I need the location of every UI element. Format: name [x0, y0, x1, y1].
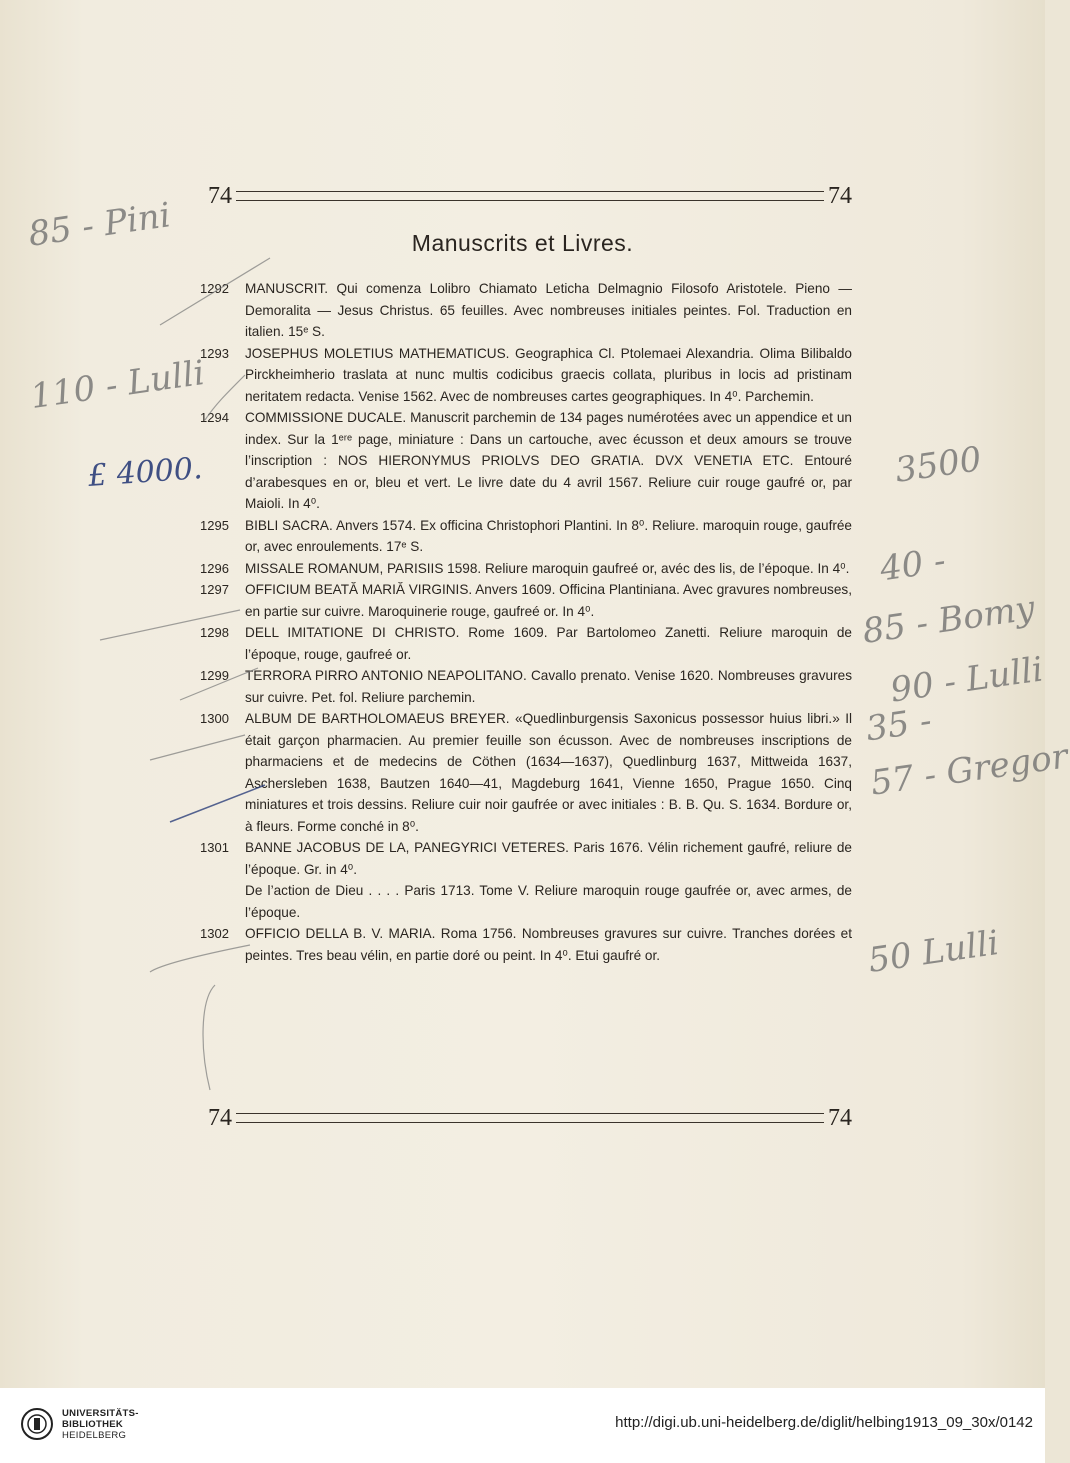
library-line: BIBLIOTHEK	[62, 1419, 124, 1430]
page-title: Manuscrits et Livres.	[411, 230, 634, 256]
pencil-stroke	[180, 668, 258, 700]
handwritten-note: 85 - Bomy	[860, 588, 1038, 652]
pencil-stroke	[203, 985, 215, 1090]
source-url[interactable]: http://digi.ub.uni-heidelberg.de/diglit/helbing1913_09_30x/0142	[615, 1414, 1033, 1431]
page-number-left: 74	[208, 182, 232, 209]
handwritten-note: 110 - Lulli	[28, 353, 208, 417]
entry-text: OFFICIUM BEATĂ MARIĂ VIRGINIS. Anvers 1609. Officina Plantiniana. Avec gravures nombreuses, en partie sur cuivre. Maroquinerie rouge, gaufreé or. In 4⁰.	[245, 582, 852, 619]
lot-number: 1293	[200, 345, 229, 361]
university-seal-icon	[20, 1406, 54, 1442]
lot-number: 1302	[200, 926, 229, 941]
entry-text: BANNE JACOBUS DE LA, PANEGYRICI VETERES. Paris 1676. Vélin richement gaufré, reliure de l’époque. Gr. in 4⁰.	[245, 840, 852, 877]
entry-text: DELL IMITATIONE DI CHRISTO. Rome 1609. Par Bartolomeo Zanetti. Reliure maroquin de l’époque, rouge, gaufreé or.	[245, 625, 852, 662]
pencil-stroke	[100, 610, 240, 640]
library-line: UNIVERSITÄTS-	[62, 1408, 139, 1419]
lot-number: 1295	[200, 517, 229, 533]
entry-text: MISSALE ROMANUM, PARISIIS 1598. Reliure maroquin gaufreé or, avéc des lis, de l’époque. In 4⁰.	[245, 560, 850, 576]
entry-text: OFFICIO DELLA B. V. MARIA. Roma 1756. Nombreuses gravures sur cuivre. Tranches dorées et peintes. Tres beau vélin, en partie doré ou peint. In 4⁰. Etui gaufré or.	[245, 926, 852, 963]
handwritten-note: 40 -	[877, 540, 949, 590]
library-footer	[0, 1388, 1045, 1463]
handwritten-note: £ 4000.	[86, 451, 204, 494]
handwritten-note: 57 - Gregor	[868, 736, 1070, 804]
page-number-left: 74	[208, 1104, 232, 1131]
lot-number: 1301	[200, 840, 229, 855]
handwritten-note: 35 -	[863, 700, 935, 750]
entry-text: TERRORA PIRRO ANTONIO NEAPOLITANO. Cavallo prenato. Venise 1620. Nombreuses gravures sur cuivre. Pet. fol. Reliure parchemin.	[245, 668, 852, 705]
page-number-right: 74	[828, 182, 852, 209]
entry-text: MANUSCRIT. Qui comenza Lolibro Chiamato Leticha Delmagnio Filosofo Aristotele. Pieno — Demoralita — Jesus Christus. 65 feuilles. Avec nombreuses initiales peintes. Fol. Traduction en italien. 15ᵉ S.	[245, 281, 852, 339]
lot-number: 1294	[200, 410, 229, 425]
pencil-stroke	[150, 945, 250, 972]
lot-number: 1297	[200, 582, 229, 597]
entry-text: ALBUM DE BARTHOLOMAEUS BREYER. «Quedlinburgensis Saxonicus possessor huius libri.» Il était garçon pharmacien. Au premier feuille son écusson. Avec de nombreuses inscriptions de pharmaciens et de medecins de Cöthen (1634—1637), Quedlinburg 1637, Mittweida 1637, Aschersleben 1638, Bautzen 1640—41, Magdeburg 1641, Vienne 1650, Prague 1650. Cinq miniatures et trois dessins. Reliure cuir noir gaufrée or avec initiales : B. B. Qu. S. 1634. Bordure or, à fleurs. Forme conché in 8⁰.	[245, 711, 852, 834]
handwritten-note: 3500	[892, 439, 984, 491]
entry-text: BIBLI SACRA. Anvers 1574. Ex officina Christophori Plantini. In 8⁰. Reliure. maroquin rouge, gaufrée or, avec enroulements. 17ᵉ S.	[245, 517, 852, 554]
entry-subitem: De l’action de Dieu . . . . Paris 1713. Tome V. Reliure maroquin rouge gaufrée or, avec armes, de l’époque.	[245, 883, 852, 920]
library-line: HEIDELBERG	[62, 1430, 127, 1441]
lot-number: 1292	[200, 281, 229, 296]
pencil-stroke	[150, 735, 245, 760]
handwritten-note: 85 - Pini	[25, 195, 173, 255]
lot-number: 1299	[200, 668, 229, 683]
entry-text: COMMISSIONE DUCALE. Manuscrit parchemin de 134 pages numérotées avec un appendice et un index. Sur la 1ᵉʳᵉ page, miniature : Dans un cartouche, avec écusson et deux amours se trouve l’inscription : NOS HIERONYMUS PRIOLVS DEO GRATIA. DVX VENETIA ETC. Entouré d’arabesques en or, bleu et vert. Le livre date du 4 avril 1567. Reliure cuir rouge gaufré or, par Maioli. In 4⁰.	[245, 410, 852, 511]
library-name	[62, 1408, 139, 1441]
page-number-right: 74	[828, 1104, 852, 1131]
handwritten-note: 90 - Lulli	[887, 649, 1046, 711]
lot-number: 1296	[200, 560, 229, 576]
ink-stroke	[170, 785, 265, 822]
pencil-stroke	[205, 375, 245, 420]
lot-number: 1300	[200, 711, 229, 726]
pencil-stroke	[160, 258, 270, 325]
lot-number: 1298	[200, 625, 229, 640]
handwritten-note: 50 Lulli	[865, 923, 1002, 981]
entry-text: JOSEPHUS MOLETIUS MATHEMATICUS. Geographica Cl. Ptolemaei Alexandria. Olima Bilibaldo Pirckheimherio traslata at nunc multis codicibus graecis collata, pluribus in locis ad pristinam neritatem redacta. Venise 1562. Avec de nombreuses cartes geographiques. In 4⁰. Parchemin.	[245, 345, 852, 404]
